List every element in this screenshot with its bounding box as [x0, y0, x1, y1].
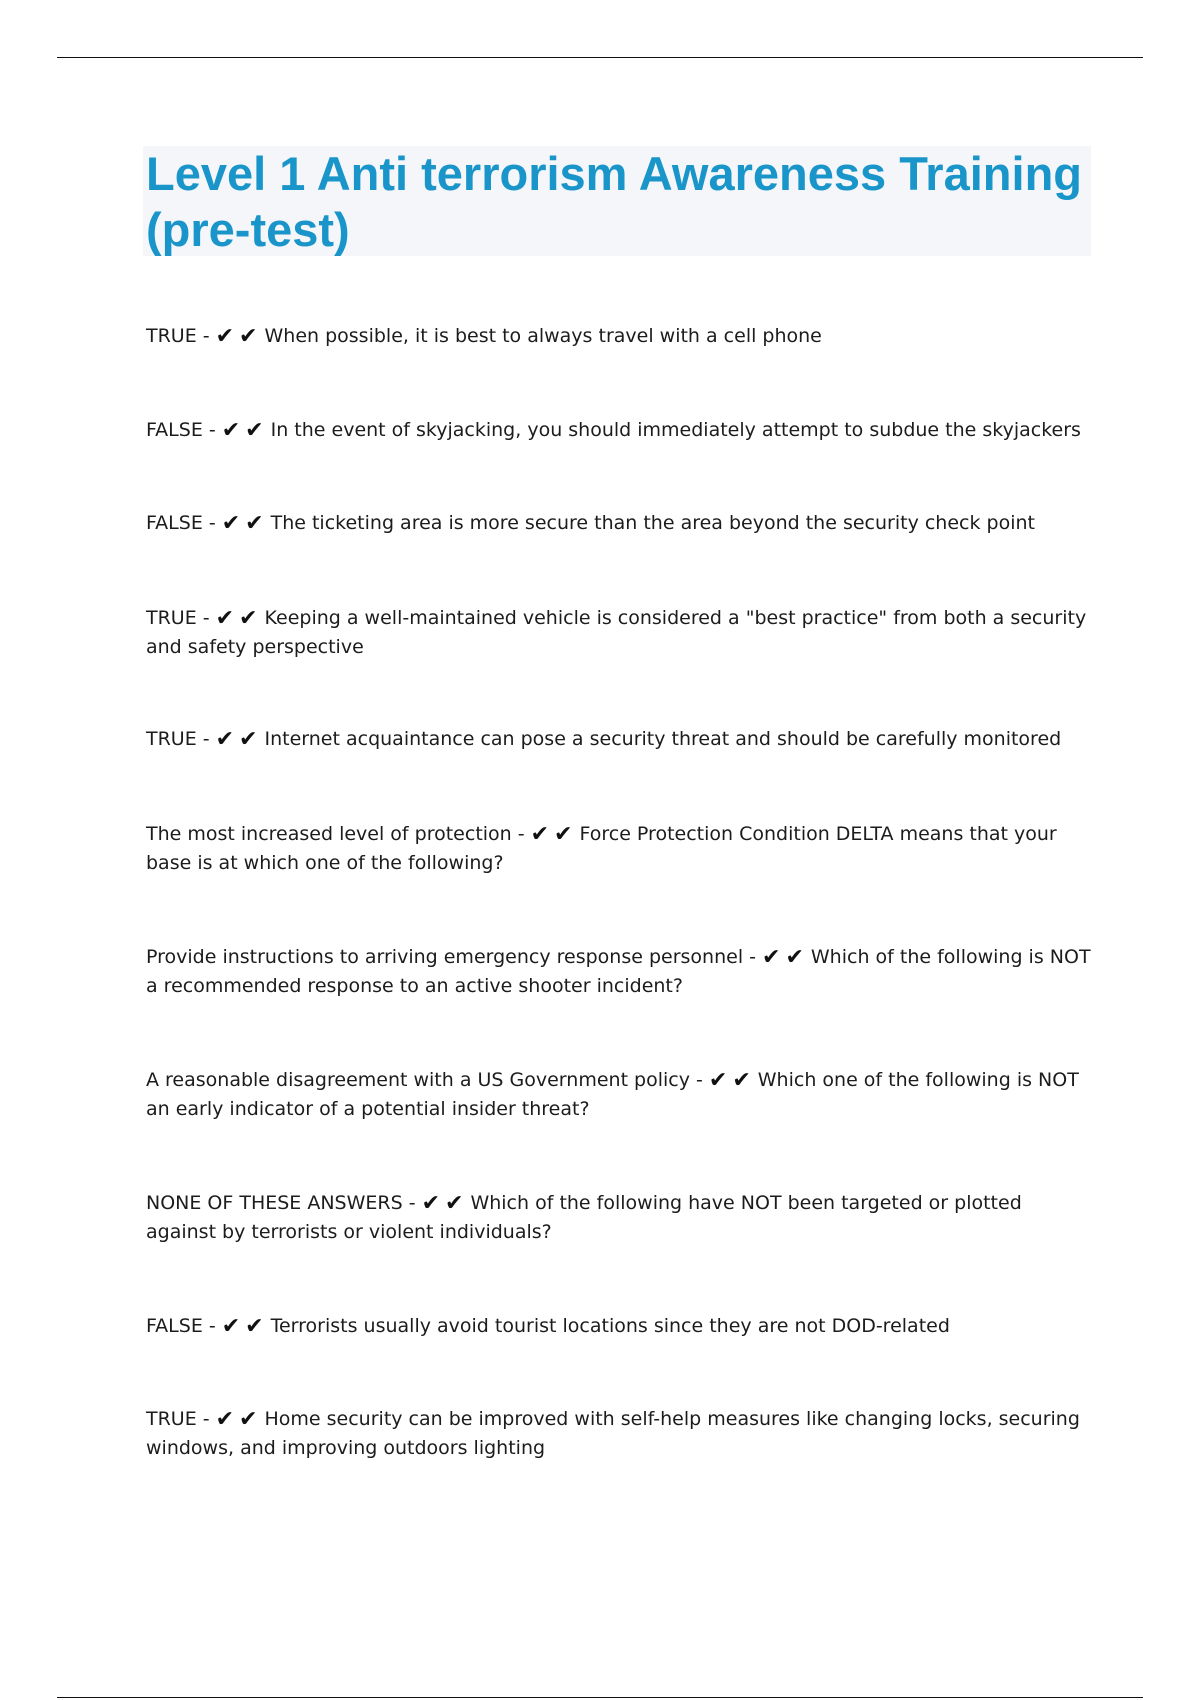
answer-text: The most increased level of protection -	[146, 823, 525, 845]
top-divider	[57, 57, 1143, 58]
question-text: Force Protection Condition DELTA means that your base is at which one of the following?	[146, 823, 1057, 874]
question-text: When possible, it is best to always travel with a cell phone	[264, 325, 822, 347]
check-icon: ✔✔	[221, 511, 269, 536]
answer-text: Provide instructions to arriving emergency response personnel -	[146, 946, 757, 968]
bottom-divider	[57, 1697, 1143, 1698]
question-text: Terrorists usually avoid tourist locations since they are not DOD-related	[270, 1315, 950, 1337]
check-icon: ✔✔	[221, 418, 269, 443]
answer-text: A reasonable disagreement with a US Government policy -	[146, 1069, 703, 1091]
qa-item	[146, 820, 1096, 878]
answer-text: TRUE -	[146, 325, 210, 347]
answer-text: FALSE -	[146, 419, 216, 441]
answer-text: TRUE -	[146, 1408, 210, 1430]
check-icon: ✔✔	[530, 822, 578, 847]
question-text: The ticketing area is more secure than the area beyond the security check point	[270, 512, 1035, 534]
question-text: Which of the following have NOT been targeted or plotted against by terrorists or violent individuals?	[146, 1192, 1022, 1243]
qa-item	[146, 1066, 1096, 1124]
qa-item	[146, 604, 1096, 662]
answer-text: NONE OF THESE ANSWERS -	[146, 1192, 416, 1214]
qa-item	[146, 1189, 1096, 1247]
check-icon: ✔✔	[221, 1314, 269, 1339]
question-text: Home security can be improved with self-help measures like changing locks, securing windows, and improving outdoors lighting	[146, 1408, 1080, 1459]
question-text: Keeping a well-maintained vehicle is considered a "best practice" from both a security and safety perspective	[146, 607, 1087, 658]
check-icon: ✔✔	[215, 727, 263, 752]
check-icon: ✔✔	[762, 945, 809, 970]
qa-item	[146, 725, 1096, 754]
question-text: Which of the following is NOT a recommended response to an active shooter incident?	[146, 946, 1091, 997]
check-icon: ✔✔	[421, 1191, 469, 1216]
qa-item	[146, 416, 1096, 445]
check-icon: ✔✔	[708, 1068, 756, 1093]
question-text: Internet acquaintance can pose a security threat and should be carefully monitored	[264, 728, 1062, 750]
qa-item	[146, 1312, 1096, 1341]
check-icon: ✔✔	[215, 1407, 263, 1432]
question-text: Which one of the following is NOT an early indicator of a potential insider threat?	[146, 1069, 1079, 1120]
answer-text: TRUE -	[146, 728, 210, 750]
question-text: In the event of skyjacking, you should immediately attempt to subdue the skyjackers	[270, 419, 1081, 441]
qa-item	[146, 322, 1096, 351]
answer-text: TRUE -	[146, 607, 210, 629]
title-banner	[143, 146, 1091, 256]
answer-text: FALSE -	[146, 1315, 216, 1337]
check-icon: ✔✔	[215, 324, 263, 349]
qa-item	[146, 1405, 1096, 1463]
document-title: Level 1 Anti terrorism Awareness Training (pre-test)	[146, 147, 1082, 256]
qa-item	[146, 943, 1096, 1001]
qa-item	[146, 509, 1096, 538]
answer-text: FALSE -	[146, 512, 216, 534]
check-icon: ✔✔	[215, 606, 263, 631]
